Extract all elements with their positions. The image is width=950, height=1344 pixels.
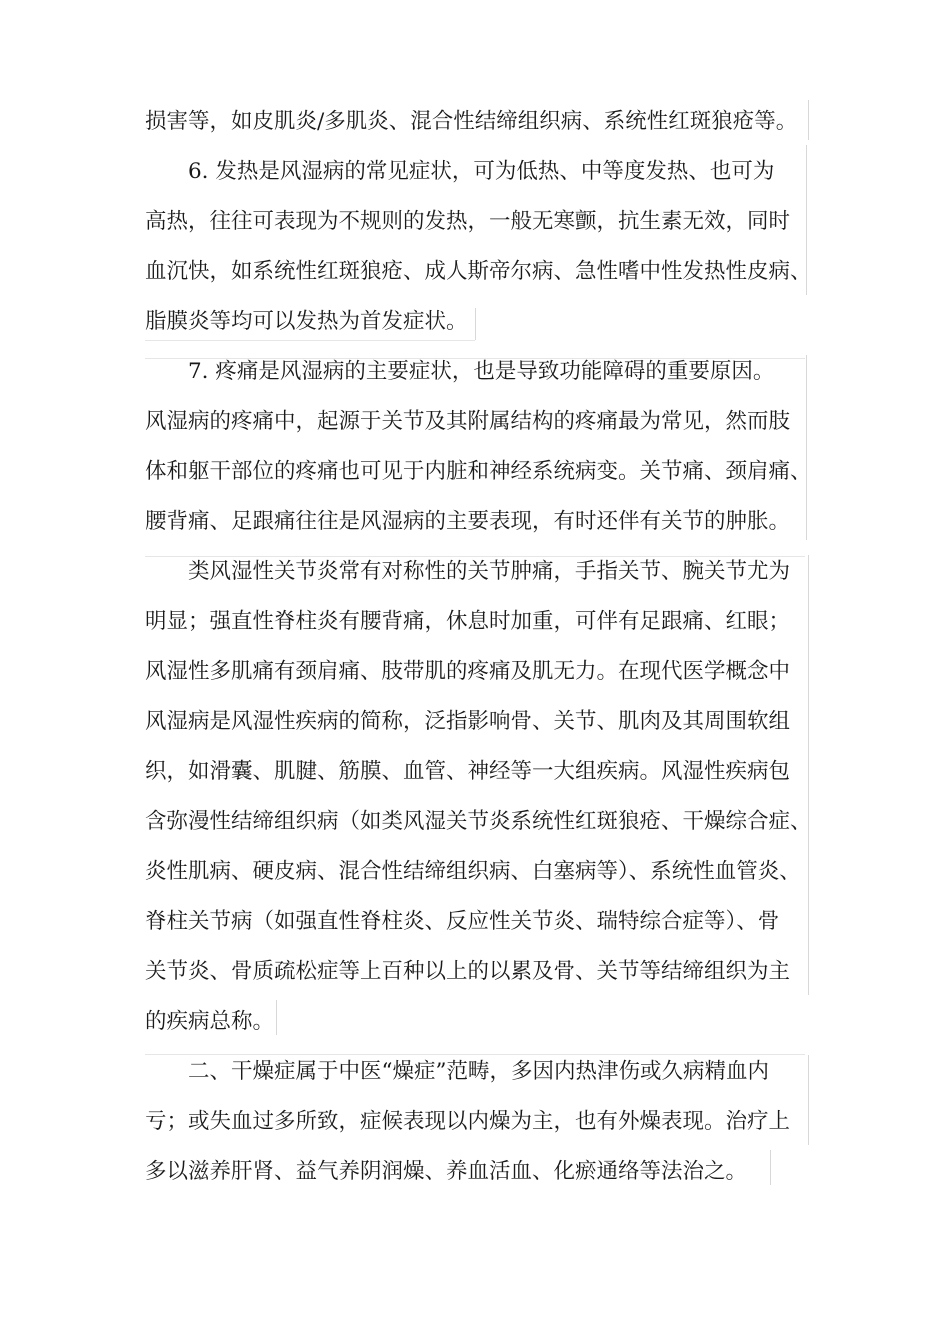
body-text-line: 风湿性多肌痛有颈肩痛、肢带肌的疼痛及肌无力。在现代医学概念中 xyxy=(145,659,791,684)
body-text-line: 7. 疼痛是风湿病的主要症状，也是导致功能障碍的重要原因。 xyxy=(188,359,775,384)
body-text-line: 关节炎、骨质疏松症等上百种以上的以累及骨、关节等结缔组织为主 xyxy=(145,959,791,984)
body-text-line: 损害等，如皮肌炎/多肌炎、混合性结缔组织病、系统性红斑狼疮等。 xyxy=(145,109,798,134)
line-end-mark xyxy=(808,555,809,995)
body-text-line: 含弥漫性结缔组织病（如类风湿关节炎系统性红斑狼疮、干燥综合症、 xyxy=(145,809,812,834)
body-text-line: 的疾病总称。 xyxy=(145,1009,275,1034)
body-text-line: 明显；强直性脊柱炎有腰背痛，休息时加重，可伴有足跟痛、红眼； xyxy=(145,609,791,634)
body-text-line: 多以滋养肝肾、益气养阴润燥、养血活血、化瘀通络等法治之。 xyxy=(145,1159,748,1184)
line-end-mark xyxy=(808,1055,809,1145)
line-end-mark xyxy=(276,1000,277,1035)
body-text-line: 腰背痛、足跟痛往往是风湿病的主要表现，有时还伴有关节的肿胀。 xyxy=(145,509,791,534)
body-text-line: 体和躯干部位的疼痛也可见于内脏和神经系统病变。关节痛、颈肩痛、 xyxy=(145,459,812,484)
line-end-mark xyxy=(475,308,476,340)
body-text-line: 脊柱关节病（如强直性脊柱炎、反应性关节炎、瑞特综合症等）、骨 xyxy=(145,909,780,934)
body-text-line: 脂膜炎等均可以发热为首发症状。 xyxy=(145,309,468,334)
body-text-line: 血沉快，如系统性红斑狼疮、成人斯帝尔病、急性嗜中性发热性皮病、 xyxy=(145,259,812,284)
body-text-line: 高热，往往可表现为不规则的发热，一般无寒颤，抗生素无效，同时 xyxy=(145,209,791,234)
body-text-line: 炎性肌病、硬皮病、混合性结缔组织病、白塞病等）、系统性血管炎、 xyxy=(145,859,801,884)
body-text-line: 织，如滑囊、肌腱、筋膜、血管、神经等一大组疾病。风湿性疾病包 xyxy=(145,759,791,784)
body-text-line: 类风湿性关节炎常有对称性的关节肿痛，手指关节、腕关节尤为 xyxy=(188,559,791,584)
line-end-mark xyxy=(808,100,809,140)
body-text-line: 风湿病的疼痛中，起源于关节及其附属结构的疼痛最为常见，然而肢 xyxy=(145,409,791,434)
body-text-line: 风湿病是风湿性疾病的简称，泛指影响骨、关节、肌肉及其周围软组 xyxy=(145,709,791,734)
body-text-line: 二、干燥症属于中医“燥症”范畴，多因内热津伤或久病精血内 xyxy=(188,1059,769,1084)
body-text-line: 亏；或失血过多所致，症候表现以内燥为主，也有外燥表现。治疗上 xyxy=(145,1109,791,1134)
body-text-line: 6. 发热是风湿病的常见症状，可为低热、中等度发热、也可为 xyxy=(188,159,775,184)
line-end-mark xyxy=(770,1150,771,1185)
